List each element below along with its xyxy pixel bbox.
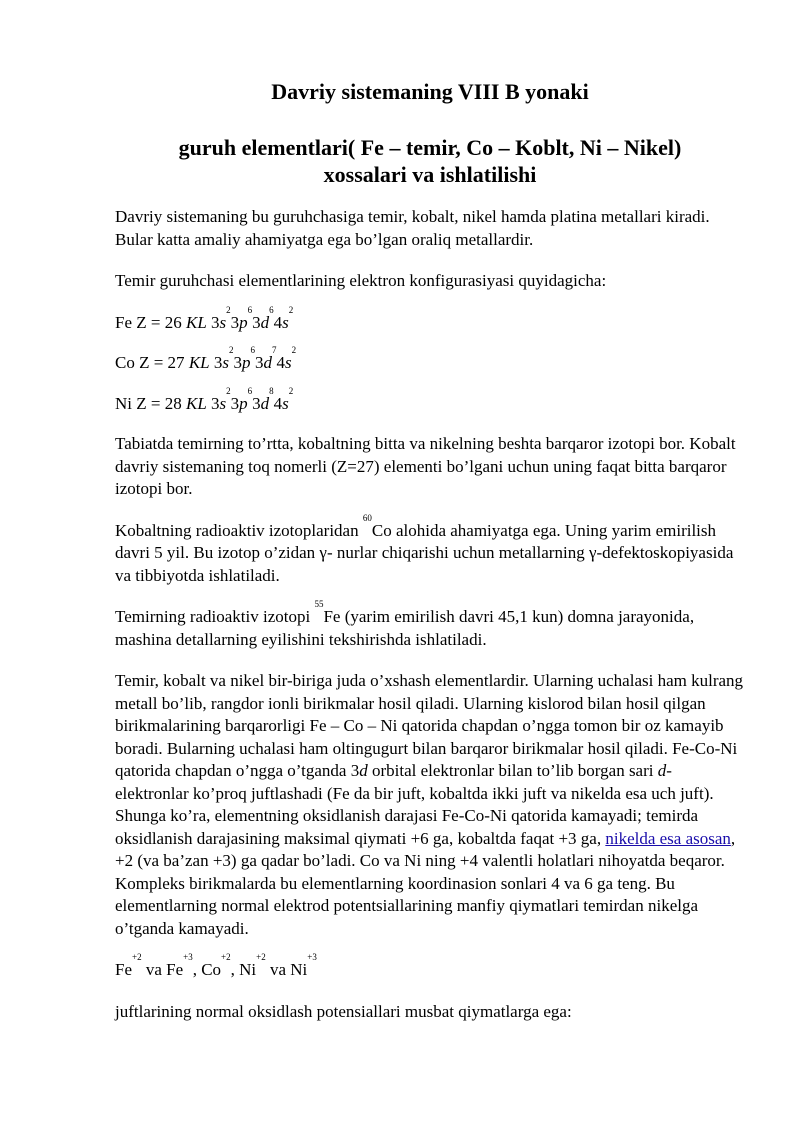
paragraph-isotopes: Tabiatda temirning to’rtta, kobaltning bitta va nikelning beshta barqaror izotopi bor. Kobalt davriy sistemaning toq nomerli (Z=27) elementi bo’lgani uchun uning faqat bitta barqaror izotopi bor. — [115, 434, 736, 498]
document-body — [115, 206, 745, 1042]
formula-fe: Fe Z = 26 KL $3s^23p^63d^64s^2$ — [115, 304, 294, 332]
ion-pairs-line: $Fe^{+2}$ va $Fe^{+3}$, $Co^{+2}$, $Ni^{+2}$ va $Ni^{+3}$ — [115, 952, 317, 979]
paragraph-potentials: juftlarining normal oksidlash potensiallari musbat qiymatlarga ega: — [115, 1001, 572, 1021]
paragraph-config-intro: Temir guruhchasi elementlarining elektron konfigurasiyasi quyidagicha: — [115, 271, 607, 290]
paragraph-cobalt-isotope: Kobaltning radioaktiv izotoplaridan $^{60}$Co alohida ahamiyatga ega. Uning yarim emirilish davri 5 yil. Bu izotop o’zidan γ- nurlar chiqarishi uchun metallarning γ-defektoskopiyasida va tibbiyotda ishlatiladi. — [115, 512, 734, 585]
paragraph-iron-isotope: Temirning radioaktiv izotopi $^{55}$Fe (yarim emirilish davri 45,1 kun) domna jarayonida, mashina detallarning eyilishini tekshirishda ishlatiladi. — [115, 599, 695, 649]
formula-ni: Ni Z = 28 KL $3s^23p^63d^84s^2$ — [115, 385, 294, 413]
paragraph-intro: Davriy sistemaning bu guruhchasiga temir, kobalt, nikel hamda platina metallari kiradi. Bular katta amaliy ahamiyatga ega bo’lgan oraliq metallardir. — [115, 207, 710, 249]
formula-co: Co Z = 27 KL $3s^23p^63d^74s^2$ — [115, 345, 297, 372]
document-title-line2: guruh elementlari( Fe – temir, Co – Koblt, Ni – Nikel) xossalari va ishlatilishi — [178, 135, 682, 187]
document-title-line1: Davriy sistemaning VIII B yonaki — [271, 79, 589, 104]
paragraph-properties: Temir, kobalt va nikel bir-biriga juda o’xshash elementlardir. Ularning uchalasi ham kulrang metall bo’lib, rangdor ionli birikmalar hosil qiladi. Ularning kislorod bilan hosil qilgan birikmalarining barqarorligi Fe – Co – Ni qatorida chapdan o’ngga tomon bir oz kamayib boradi. Bularning uchalasi ham oltingugurt bilan barqaror birikmalar hosil qiladi. Fe-Co-Ni qatorida chapdan o’ngga o’tganda 3d orbital elektronlar bilan to’lib borgan sari d- elektronlar ko’proq juftlashadi (Fe da bir juft, kobaltda ikki juft va nikelda esa uch juft). Shunga ko’ra, elementning oksidlanish darajasi Fe-Co-Ni qatorida kamayadi; temirda oksidlanish darajasining maksimal qiymati +6 ga, kobaltda faqat +3 ga, nikelda esa asosan, +2 (va ba’zan +3) ga qadar bo’ladi. Co va Ni ning +4 valentli holatlari nihoyatda beqaror. Kompleks birikmalarda bu elementlarning koordinasion sonlari 4 va 6 ga teng. Bu elementlarning normal elektrod potentsiallarining manfiy qiymatlari temirdan nikelga o’tganda kamayadi. — [115, 671, 744, 938]
nikelda-esa-asosan-link[interactable]: nikelda esa asosan — [605, 828, 731, 848]
